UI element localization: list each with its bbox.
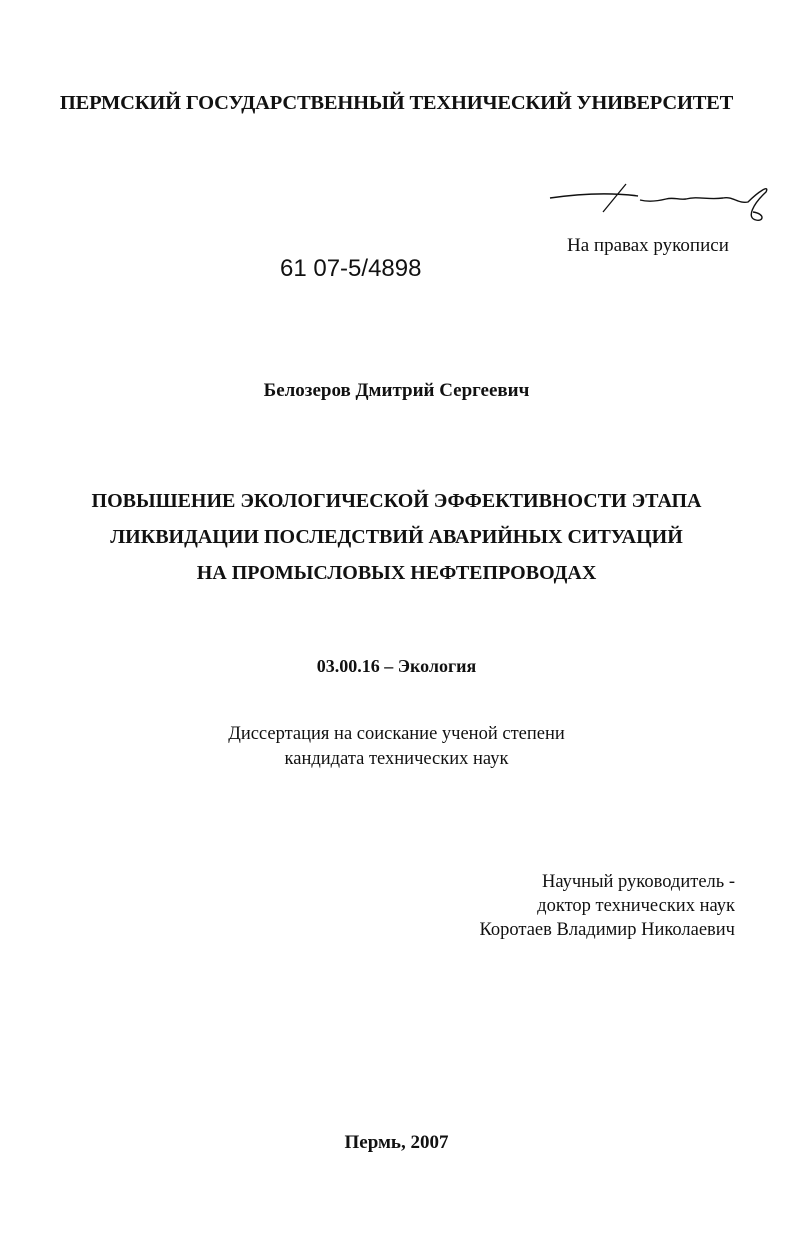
signature-icon (548, 182, 773, 222)
supervisor-block (479, 870, 735, 942)
degree-line: Диссертация на соискание ученой степени (228, 724, 565, 744)
author-name: Белозеров Дмитрий Сергеевич (263, 380, 530, 401)
university-name: ПЕРМСКИЙ ГОСУДАРСТВЕННЫЙ ТЕХНИЧЕСКИЙ УНИВЕРСИТЕТ (59, 92, 734, 114)
dissertation-title (0, 483, 793, 591)
catalog-code: 61 07-5/4898 (280, 255, 422, 282)
city-year: Пермь, 2007 (344, 1132, 449, 1153)
manuscript-rights-note: На правах рукописи (567, 235, 729, 256)
title-line: ЛИКВИДАЦИИ ПОСЛЕДСТВИЙ АВАРИЙНЫХ СИТУАЦИЙ (110, 526, 683, 548)
supervisor-line: доктор технических наук (537, 896, 735, 916)
supervisor-line: Коротаев Владимир Николаевич (479, 920, 735, 940)
degree-statement (0, 722, 793, 772)
specialty: 03.00.16 – Экология (316, 656, 477, 676)
degree-line: кандидата технических наук (284, 749, 509, 769)
supervisor-line: Научный руководитель - (542, 872, 735, 892)
title-line: НА ПРОМЫСЛОВЫХ НЕФТЕПРОВОДАХ (196, 562, 597, 584)
title-line: ПОВЫШЕНИЕ ЭКОЛОГИЧЕСКОЙ ЭФФЕКТИВНОСТИ ЭТАПА (91, 490, 702, 512)
